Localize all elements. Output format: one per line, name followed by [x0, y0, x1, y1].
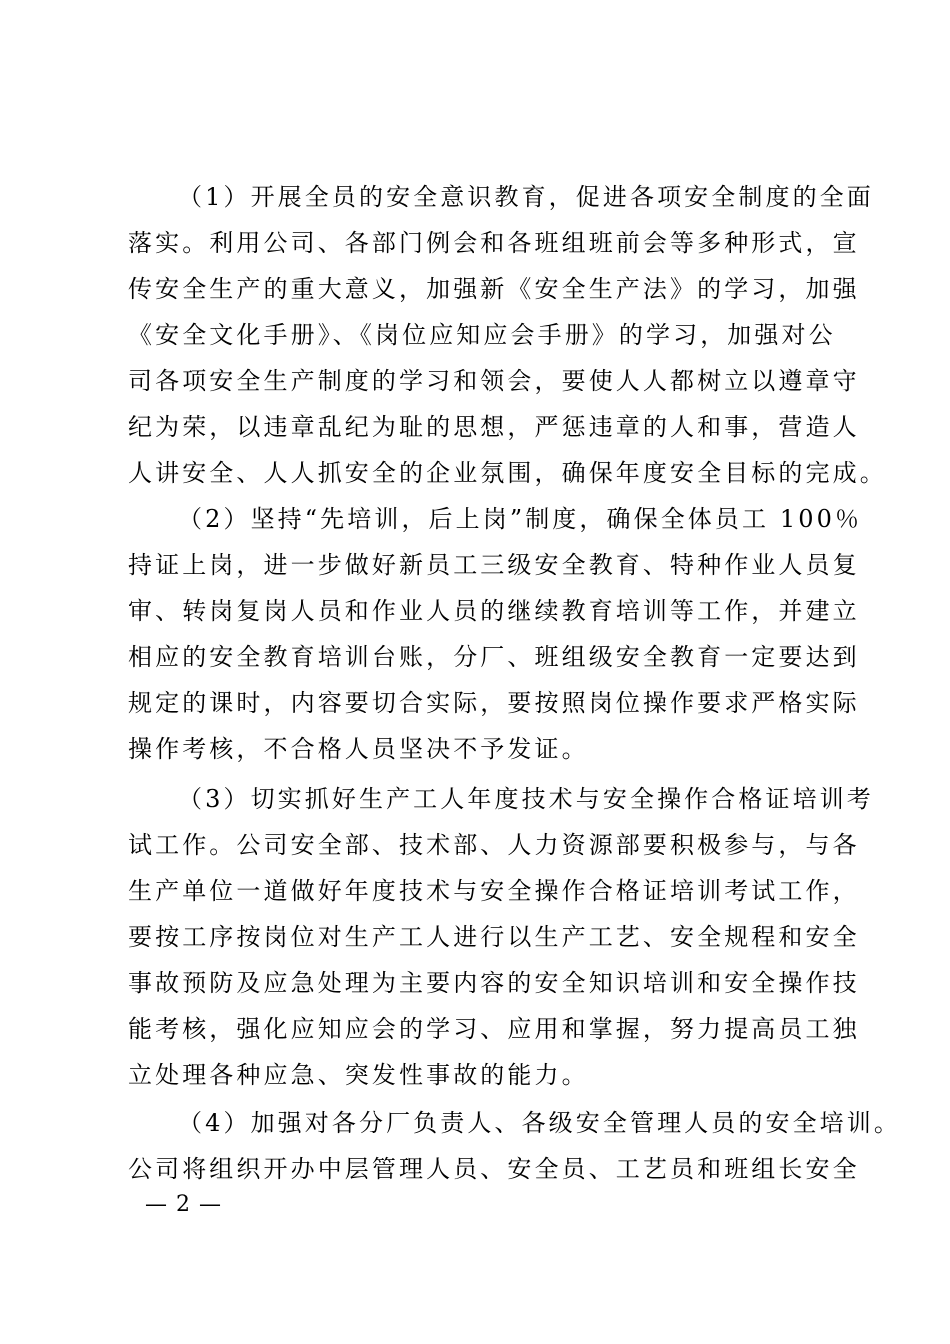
paragraph-2-line-4: 相应的安全教育培训台账，分厂、班组级安全教育一定要达到 — [128, 643, 860, 671]
paragraph-2-line-1: （2）坚持“先培训，后上岗”制度，确保全体员工 100％ — [178, 505, 863, 533]
paragraph-1-line-3: 传安全生产的重大意义，加强新《安全生产法》的学习，加强 — [128, 275, 860, 303]
paragraph-4-line-2: 公司将组织开办中层管理人员、安全员、工艺员和班组长安全 — [128, 1155, 860, 1183]
paragraph-2-line-2: 持证上岗，进一步做好新员工三级安全教育、特种作业人员复 — [128, 551, 860, 579]
paragraph-1-line-2: 落实。利用公司、各部门例会和各班组班前会等多种形式，宣 — [128, 229, 860, 257]
paragraph-2-line-3: 审、转岗复岗人员和作业人员的继续教育培训等工作，并建立 — [128, 597, 860, 625]
paragraph-1-line-5: 司各项安全生产制度的学习和领会，要使人人都树立以遵章守 — [128, 367, 860, 395]
paragraph-4-line-1: （4）加强对各分厂负责人、各级安全管理人员的安全培训。 — [178, 1109, 901, 1137]
paragraph-3-line-6: 能考核，强化应知应会的学习、应用和掌握，努力提高员工独 — [128, 1015, 860, 1043]
paragraph-3-line-1: （3）切实抓好生产工人年度技术与安全操作合格证培训考 — [178, 785, 874, 813]
paragraph-3-line-5: 事故预防及应急处理为主要内容的安全知识培训和安全操作技 — [128, 969, 860, 997]
paragraph-1-line-6: 纪为荣，以违章乱纪为耻的思想，严惩违章的人和事，营造人 — [128, 413, 860, 441]
paragraph-2-line-5: 规定的课时，内容要切合实际，要按照岗位操作要求严格实际 — [128, 689, 860, 717]
paragraph-1-line-4: 《安全文化手册》、《岗位应知应会手册》的学习，加强对公 — [128, 321, 836, 349]
paragraph-3-line-2: 试工作。公司安全部、技术部、人力资源部要积极参与，与各 — [128, 831, 860, 859]
paragraph-1-line-7: 人讲安全、人人抓安全的企业氛围，确保年度安全目标的完成。 — [128, 459, 887, 487]
paragraph-3-line-7: 立处理各种应急、突发性事故的能力。 — [128, 1061, 589, 1089]
paragraph-1-line-1: （1）开展全员的安全意识教育，促进各项安全制度的全面 — [178, 183, 874, 211]
paragraph-2-line-6: 操作考核，不合格人员坚决不予发证。 — [128, 735, 589, 763]
paragraph-3-line-3: 生产单位一道做好年度技术与安全操作合格证培训考试工作， — [128, 877, 860, 905]
page-number: — 2 — — [145, 1192, 222, 1217]
paragraph-3-line-4: 要按工序按岗位对生产工人进行以生产工艺、安全规程和安全 — [128, 923, 860, 951]
